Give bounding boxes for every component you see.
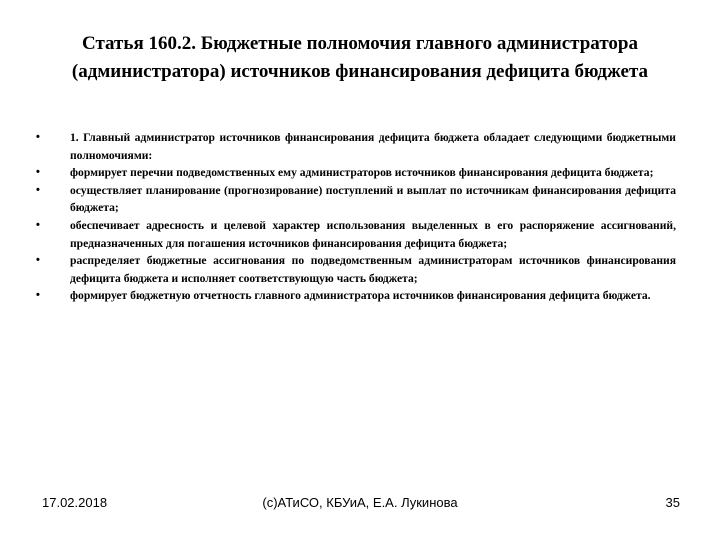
slide-title-line-1: Статья 160.2. Бюджетные полномочия главного администратора (82, 33, 638, 54)
bullet-icon: • (36, 183, 40, 196)
footer-page-number: 35 (665, 495, 680, 510)
bullet-icon: • (36, 166, 40, 179)
bullet-icon: • (36, 254, 40, 267)
list-item (36, 164, 676, 182)
footer-date: 17.02.2018 (42, 495, 108, 510)
list-item (36, 287, 676, 305)
list-item (36, 217, 676, 252)
list-item-text: 1. Главный администратор источников финансирования дефицита бюджета обладает следующими бюджетными полномочиями: (70, 131, 676, 162)
list-item-text: осуществляет планирование (прогнозирование) поступлений и выплат по источникам финансирования дефицита бюджета; (70, 183, 676, 215)
bullet-list (36, 129, 676, 305)
bullet-icon: • (36, 218, 40, 231)
list-item (36, 129, 676, 164)
footer-author: (с)АТиСО, КБУиА, Е.А. Лукинова (262, 495, 458, 510)
list-item-text: формирует перечни подведомственных ему администраторов источников финансирования дефицита бюджета; (70, 166, 654, 180)
slide-title-line-2: (администратора) источников финансирования дефицита бюджета (71, 61, 649, 82)
list-item-text: распределяет бюджетные ассигнования по подведомственным администраторам источников финансирования дефицита бюджета и исполняет соответствующую часть бюджета; (70, 254, 676, 285)
bullet-icon: • (36, 289, 40, 302)
list-item (36, 252, 676, 287)
slide-title (20, 30, 700, 86)
list-item-text: обеспечивает адресность и целевой характер использования выделенных в его распоряжение ассигнований, предназначенных для погашения источников финансирования дефицита бюджета; (70, 218, 676, 250)
list-item (36, 182, 676, 217)
bullet-icon: • (36, 131, 40, 143)
list-item-text: формирует бюджетную отчетность главного администратора источников финансирования дефицита бюджета. (70, 289, 651, 303)
